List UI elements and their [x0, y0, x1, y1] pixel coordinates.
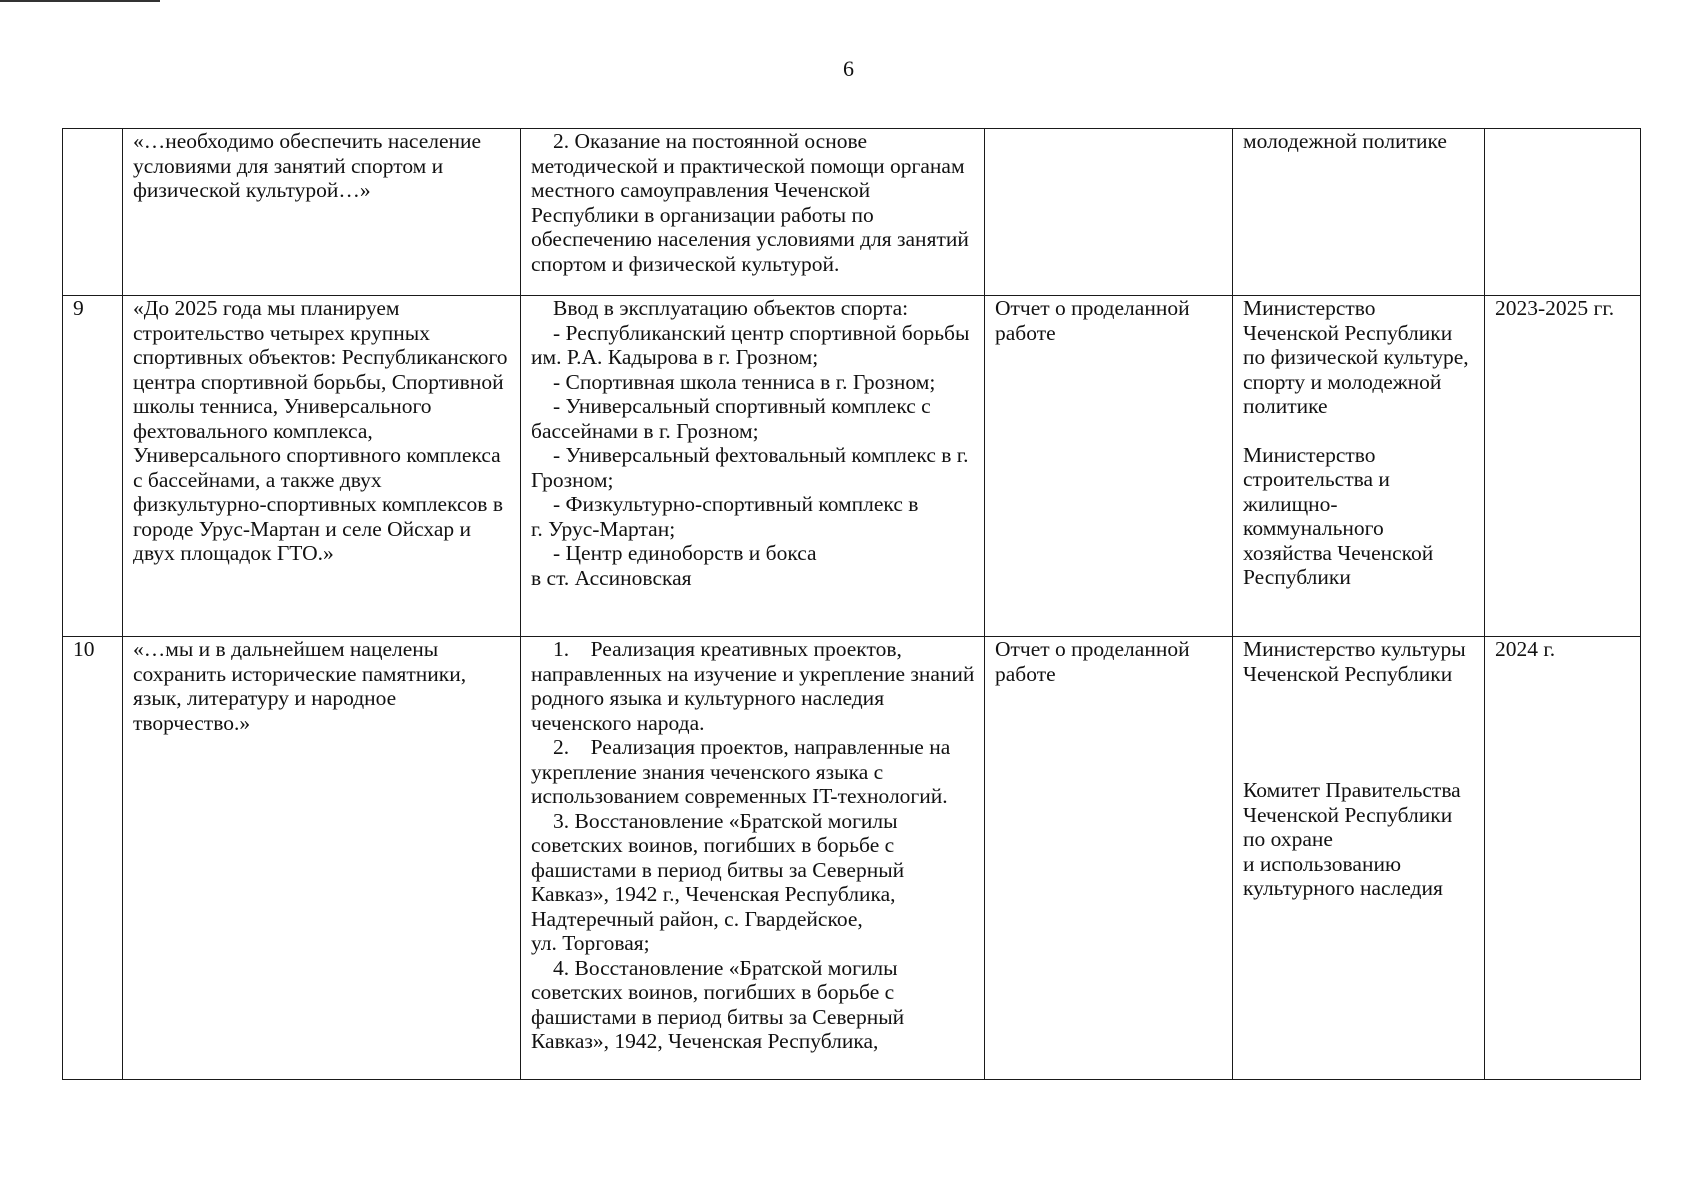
row-number-cell: 10 [63, 637, 123, 1080]
measures-cell [521, 637, 985, 1080]
report-form-cell: Отчет о проделанной работе [985, 296, 1233, 637]
term-cell [1485, 129, 1641, 296]
executor-text: Комитет Правительства Чеченской Республики по охране [1243, 778, 1461, 851]
measures-cell [521, 296, 985, 637]
report-form-cell: Отчет о проделанной работе [985, 637, 1233, 1080]
row-number-cell [63, 129, 123, 296]
measure-item: в ст. Ассиновская [531, 565, 692, 590]
measure-item: - Универсальный спортивный комплекс с бассейнами в г. Грозном; [531, 394, 931, 443]
term-cell: 2023-2025 гг. [1485, 296, 1641, 637]
executors-cell [1233, 296, 1485, 637]
quote-text: «…необходимо обеспечить население условиями для занятий спортом и физической культурой…» [133, 129, 482, 202]
measures-cell [521, 129, 985, 296]
quote-cell [123, 129, 521, 296]
measure-item: Ввод в эксплуатацию объектов спорта: [553, 296, 909, 320]
page-number: 6 [843, 56, 854, 81]
measure-item: 2. Оказание на постоянной основе методической и практической помощи органам местного самоуправления Чеченской Республики в организации работы по обеспечению населения условиями для занятий спортом и физической культурой. [531, 129, 969, 276]
table-row [63, 296, 1641, 637]
executor-text: молодежной политике [1243, 129, 1447, 153]
row-number-cell: 9 [63, 296, 123, 637]
quote-cell [123, 637, 521, 1080]
table-row [63, 637, 1641, 1080]
measure-item: 3. Восстановление «Братской могилы советских воинов, погибших в борьбе с фашистами в период битвы за Северный Кавказ», 1942 г., Чеченская Республика, Надтеречный район, с. Гвардейское, [531, 808, 905, 931]
executor-text: Министерство культуры Чеченской Республики [1243, 637, 1466, 686]
executors-cell [1233, 637, 1485, 1080]
measure-item: 2. Реализация проектов, направленные на укрепление знания чеченского языка с использованием современных IT-технологий. [531, 735, 951, 808]
quote-text: «…мы и в дальнейшем нацелены сохранить исторические памятники, язык, литературу и народное творчество.» [133, 637, 467, 735]
table-row [63, 129, 1641, 296]
event-plan-table [62, 128, 1641, 1080]
quote-cell [123, 296, 521, 637]
measure-item: г. Урус-Мартан; [531, 516, 676, 541]
executor-text: Министерство строительства и жилищно-коммунального хозяйства Чеченской Республики [1243, 442, 1434, 589]
executor-spacer [1243, 686, 1476, 778]
executor-text: и использованию культурного наследия [1243, 851, 1443, 900]
measure-item: - Центр единоборств и бокса [553, 541, 817, 565]
scan-edge-mark [0, 0, 160, 2]
measure-item: 1. Реализация креативных проектов, направленных на изучение и укрепление знаний родного языка и культурного наследия чеченского народа. [531, 637, 975, 735]
term-cell: 2024 г. [1485, 637, 1641, 1080]
measure-item: - Спортивная школа тенниса в г. Грозном; [553, 369, 936, 394]
report-form-cell [985, 129, 1233, 296]
executor-spacer [1243, 419, 1476, 443]
measure-item: - Физкультурно-спортивный комплекс в [553, 492, 919, 516]
measure-item: 4. Восстановление «Братской могилы советских воинов, погибших в борьбе с фашистами в период битвы за Северный Кавказ», 1942, Чеченская Республика, [531, 955, 905, 1053]
measure-item: - Универсальный фехтовальный комплекс в г. Грозном; [531, 443, 969, 492]
executor-text: Министерство Чеченской Республики по физической культуре, спорту и молодежной политике [1243, 296, 1469, 418]
quote-text: «До 2025 года мы планируем строительство четырех крупных спортивных объектов: Республиканского центра спортивной борьбы, Спортивной школы тенниса, Универсального фехтовального комплекса, Универсального спортивного комплекса с бассейнами, а также двух физкультурно-спортивных комплексов в городе Урус-Мартан и селе Ойсхар и двух площадок ГТО.» [133, 296, 508, 565]
measure-item: - Республиканский центр спортивной борьбы им. Р.А. Кадырова в г. Грозном; [531, 320, 970, 369]
executors-cell [1233, 129, 1485, 296]
measure-item: ул. Торговая; [531, 931, 650, 955]
